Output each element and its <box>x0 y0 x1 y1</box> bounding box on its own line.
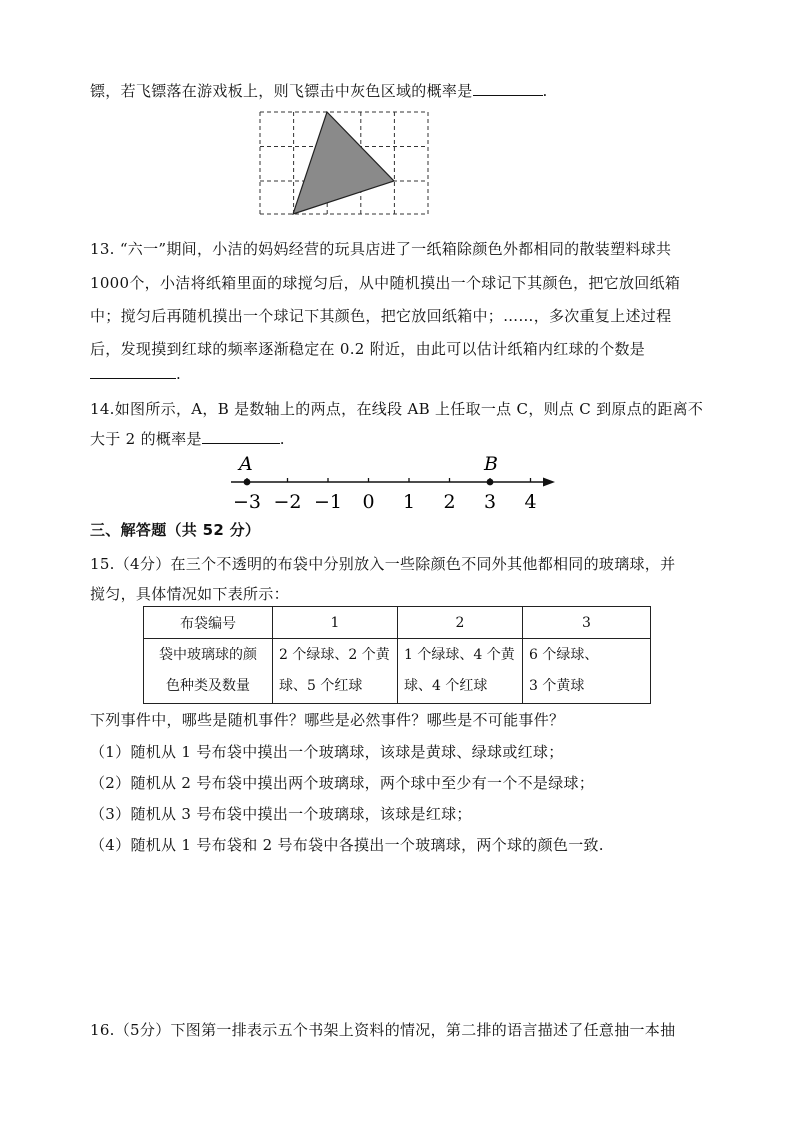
axis-tick-label: 3 <box>483 491 497 513</box>
section-3-heading: 三、解答题（共 52 分） <box>90 521 261 539</box>
table-header-cell: 3 <box>523 607 651 639</box>
q12-text: 镖，若飞镖落在游戏板上，则飞镖击中灰色区域的概率是 <box>90 82 473 100</box>
q15-item-2: （2）随机从 2 号布袋中摸出两个玻璃球，两个球中至少有一个不是绿球； <box>90 774 595 792</box>
axis-tick-label: 2 <box>443 491 456 513</box>
bag-table <box>143 606 651 704</box>
q13-end: . <box>176 365 182 383</box>
axis-tick-label: 0 <box>362 491 375 513</box>
q14-line-1: 14.如图所示，A，B 是数轴上的两点，在线段 AB 上任取一点 C，则点 C 到原点的距离不 <box>90 400 704 418</box>
table-row-label <box>144 639 273 704</box>
point-a-label: A <box>239 453 253 475</box>
table-cell-line: 球、4 个红球 <box>404 678 488 694</box>
table-cell-line: 3 个黄球 <box>529 678 585 694</box>
table-row <box>144 639 651 704</box>
axis-tick-label: 4 <box>524 491 537 513</box>
table-header-cell: 2 <box>398 607 523 639</box>
grid-triangle-figure <box>258 110 430 216</box>
table-cell-line: 6 个绿球、 <box>529 647 599 663</box>
q15-line-2: 搅匀，具体情况如下表所示： <box>90 585 289 603</box>
q13-line-2: 1000个，小洁将纸箱里面的球搅匀后，从中随机摸出一个球记下其颜色，把它放回纸箱 <box>90 274 681 292</box>
q14-line-2-text: 大于 2 的概率是 <box>90 430 202 448</box>
q13-line-3: 中；搅匀后再随机摸出一个球记下其颜色，把它放回纸箱中；……，多次重复上述过程 <box>90 307 672 325</box>
axis-tick-label: −1 <box>313 491 343 513</box>
q15-question: 下列事件中，哪些是随机事件？哪些是必然事件？哪些是不可能事件？ <box>90 711 565 729</box>
q13-answer-blank[interactable] <box>90 364 176 379</box>
q12-answer-blank[interactable] <box>473 81 543 96</box>
q13-line-1: 13. “六一”期间，小洁的妈妈经营的玩具店进了一纸箱除颜色外都相同的散装塑料球共 <box>90 240 672 258</box>
table-row-label-line: 色种类及数量 <box>166 678 250 694</box>
table-cell-line: 1 个绿球、4 个黄 <box>404 647 515 663</box>
q16-line-1: 16.（5分）下图第一排表示五个书架上资料的情况，第二排的语言描述了任意抽一本抽 <box>90 1021 676 1039</box>
q15-line-1: 15.（4分）在三个不透明的布袋中分别放入一些除颜色不同外其他都相同的玻璃球，并 <box>90 555 676 573</box>
gray-triangle <box>293 112 394 214</box>
table-header-cell: 布袋编号 <box>144 607 273 639</box>
table-row-label-line: 袋中玻璃球的颜 <box>159 647 257 663</box>
q12-end: . <box>542 82 548 100</box>
q15-item-1: （1）随机从 1 号布袋中摸出一个玻璃球，该球是黄球、绿球或红球； <box>90 743 564 761</box>
axis-tick-label: 1 <box>402 491 416 513</box>
table-cell-bag-2 <box>398 639 523 704</box>
q15-item-4: （4）随机从 1 号布袋和 2 号布袋中各摸出一个玻璃球，两个球的颜色一致. <box>90 836 604 854</box>
q14-end: . <box>279 430 285 448</box>
table-header-cell: 1 <box>273 607 398 639</box>
axis-tick-label: −2 <box>273 491 302 513</box>
table-cell-line: 2 个绿球、2 个黄 <box>279 647 390 663</box>
table-cell-line: 球、5 个红球 <box>279 678 363 694</box>
point-b-dot <box>487 479 494 486</box>
table-cell-bag-1 <box>273 639 398 704</box>
table-header-row <box>144 607 651 639</box>
q14-line-2 <box>90 428 285 449</box>
q13-line-4: 后，发现摸到红球的频率逐渐稳定在 0.2 附近，由此可以估计纸箱内红球的个数是 <box>90 340 646 358</box>
q13-answer-line <box>90 364 181 383</box>
q14-answer-blank[interactable] <box>202 429 280 444</box>
point-a-dot <box>244 479 251 486</box>
axis-tick-label: −3 <box>232 491 262 513</box>
point-b-label: B <box>484 453 498 475</box>
table-cell-bag-3 <box>523 639 651 704</box>
axis-arrow-icon <box>543 478 555 487</box>
q12-text-line <box>90 80 548 101</box>
number-line-figure <box>225 452 561 514</box>
q15-item-3: （3）随机从 3 号布袋中摸出一个玻璃球，该球是红球； <box>90 805 472 823</box>
